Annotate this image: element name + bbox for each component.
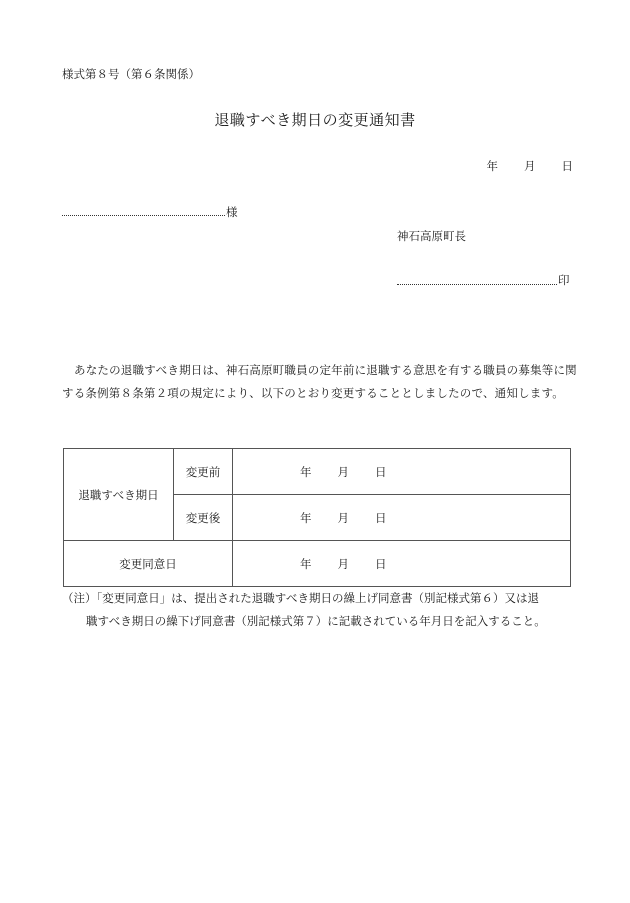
note-line-1: （注）「変更同意日」は、提出された退職すべき期日の繰上げ同意書（別記様式第６）又は退 (62, 591, 540, 605)
retirement-date-header: 退職すべき期日 (64, 449, 174, 541)
issue-date (487, 158, 574, 174)
notice-body: あなたの退職すべき期日は、神石高原町職員の定年前に退職する意思を有する職員の募集等に関する条例第８条第２項の規定により、以下のとおり変更することとしましたので、通知します。 (62, 363, 577, 400)
signature-line (397, 272, 557, 285)
addressee-line (62, 203, 225, 216)
date-day-label: 日 (561, 159, 573, 173)
addressee-suffix: 様 (226, 205, 238, 219)
sender-name: 神石高原町長 (397, 229, 466, 243)
before-change-date: 年 月 日 (233, 449, 571, 495)
form-number: 様式第８号（第６条関係） (62, 67, 200, 81)
after-change-label: 変更後 (174, 495, 233, 541)
before-change-label: 変更前 (174, 449, 233, 495)
consent-date-label: 変更同意日 (64, 541, 233, 587)
date-month-label: 月 (524, 159, 536, 173)
after-change-date: 年 月 日 (233, 495, 571, 541)
seal-mark: 印 (558, 273, 570, 287)
table-row (64, 449, 571, 495)
document-title: 退職すべき期日の変更通知書 (214, 111, 416, 129)
date-year-label: 年 (486, 159, 498, 173)
consent-date: 年 月 日 (233, 541, 571, 587)
note-line-2: 職すべき期日の繰下げ同意書（別記様式第７）に記載されている年月日を記入すること。 (86, 614, 546, 628)
date-change-table (63, 448, 571, 587)
table-row (64, 541, 571, 587)
